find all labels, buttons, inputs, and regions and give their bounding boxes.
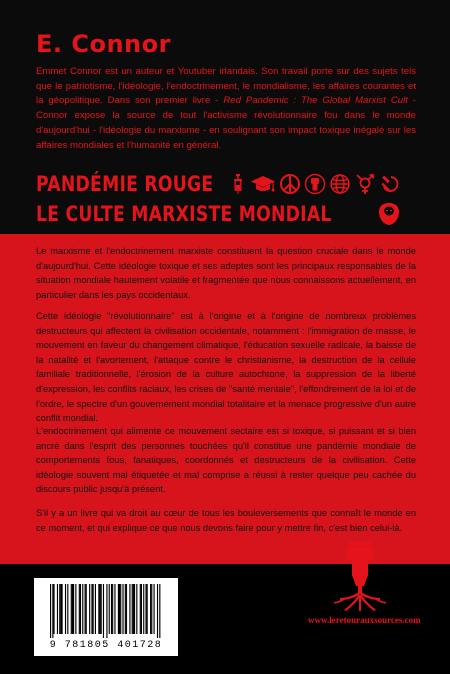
bio-book-title: Red Pandemic : The Global Marxist Cult (223, 95, 408, 107)
icon-row (229, 172, 401, 196)
fist-tree-logo (330, 540, 390, 612)
hammer-sickle-icon (379, 173, 401, 195)
globe-icon (329, 173, 351, 195)
barcode-bars (46, 584, 166, 638)
description-paragraph-3: L'endoctrinement qui alimente ce mouvement sectaire est si toxique, si puissant et si bien ancré dans l'esprit des personnes touchées qu'il constitue une pandémie mondiale de comportements fous, fanatiques, coordonnés et destructeurs de la civilisation. Cette idéologie souvent mal étiquetée et mal comprise a réussi à rester quelque peu cachée du discours public jusqu'à présent. (36, 426, 416, 495)
gender-symbol-icon (354, 173, 376, 195)
title-line-2: LE CULTE MARXISTE MONDIAL (36, 202, 332, 226)
bio-rest: - Connor expose la source de tout l'activisme révolutionnaire fou dans le monde d'aujourd'hui - l'idéologie du marxisme - en soulignant son impact toxique inégalé sur les affaires mondiales et l'humanité en général. (36, 95, 416, 151)
description-paragraph-2: Cette idéologie "révolutionnaire" est à l'origine et à l'origine de nombreux problèmes destructeurs qui affectent la civilisation occidentale, notamment : l'immigration de masse, le mouvement en faveur du changement climatique, l'éducation sexuelle radicale, la baisse de la natalité et l'avortement, l'attaque contre le christianisme, la destruction de la cellule familiale traditionnelle, l'érosion de la culture autochtone, la suppression de la liberté d'expression, les conflits raciaux, les crises de "santé mentale", l'effondrement de la loi et de l'ordre, le spectre d'un gouvernement mondial totalitaire et la menace progressive d'un autre conflit mondial. (36, 311, 416, 424)
bio-intro: Emmet Connor est un auteur et Youtuber irlandais. Son travail porte sur des sujets tels que le patriotisme, l'idéologie, l'endoctrinement, le mondialisme, les affaires courantes et la géopolitique. Dans son premier livre - (36, 66, 416, 107)
description-paragraph-4: S'il y a un livre qui va droit au cœur de tous les bouleversements que connaît le monde en ce moment, et qui explique ce que nous devons faire pour y mettre fin, c'est bien celui-là. (36, 508, 416, 533)
author-name: E. Connor (36, 30, 171, 58)
isbn-digits: 9 781805 401728 (49, 640, 163, 651)
peace-sign-icon (279, 173, 301, 195)
description-paragraph-1: Le marxisme et l'endoctrinement marxiste constituent la question cruciale dans le monde d'aujourd'hui. Cette idéologie toxique et ses adeptes sont les principaux responsables de la situation mondiale hautement volatile et fragmentée que nous connaissons actuellement, en particulier dans les pays occidentaux. (36, 246, 416, 300)
publisher-url: www.leretourauxsources.com (308, 615, 421, 625)
isbn-barcode (34, 578, 178, 656)
syringe-icon (229, 173, 247, 195)
title-line-1: PANDÉMIE ROUGE (36, 172, 214, 196)
graduation-cap-icon (250, 173, 276, 195)
marx-portrait-icon (376, 202, 402, 226)
raised-fist-icon (304, 173, 326, 195)
author-bio (36, 65, 416, 153)
